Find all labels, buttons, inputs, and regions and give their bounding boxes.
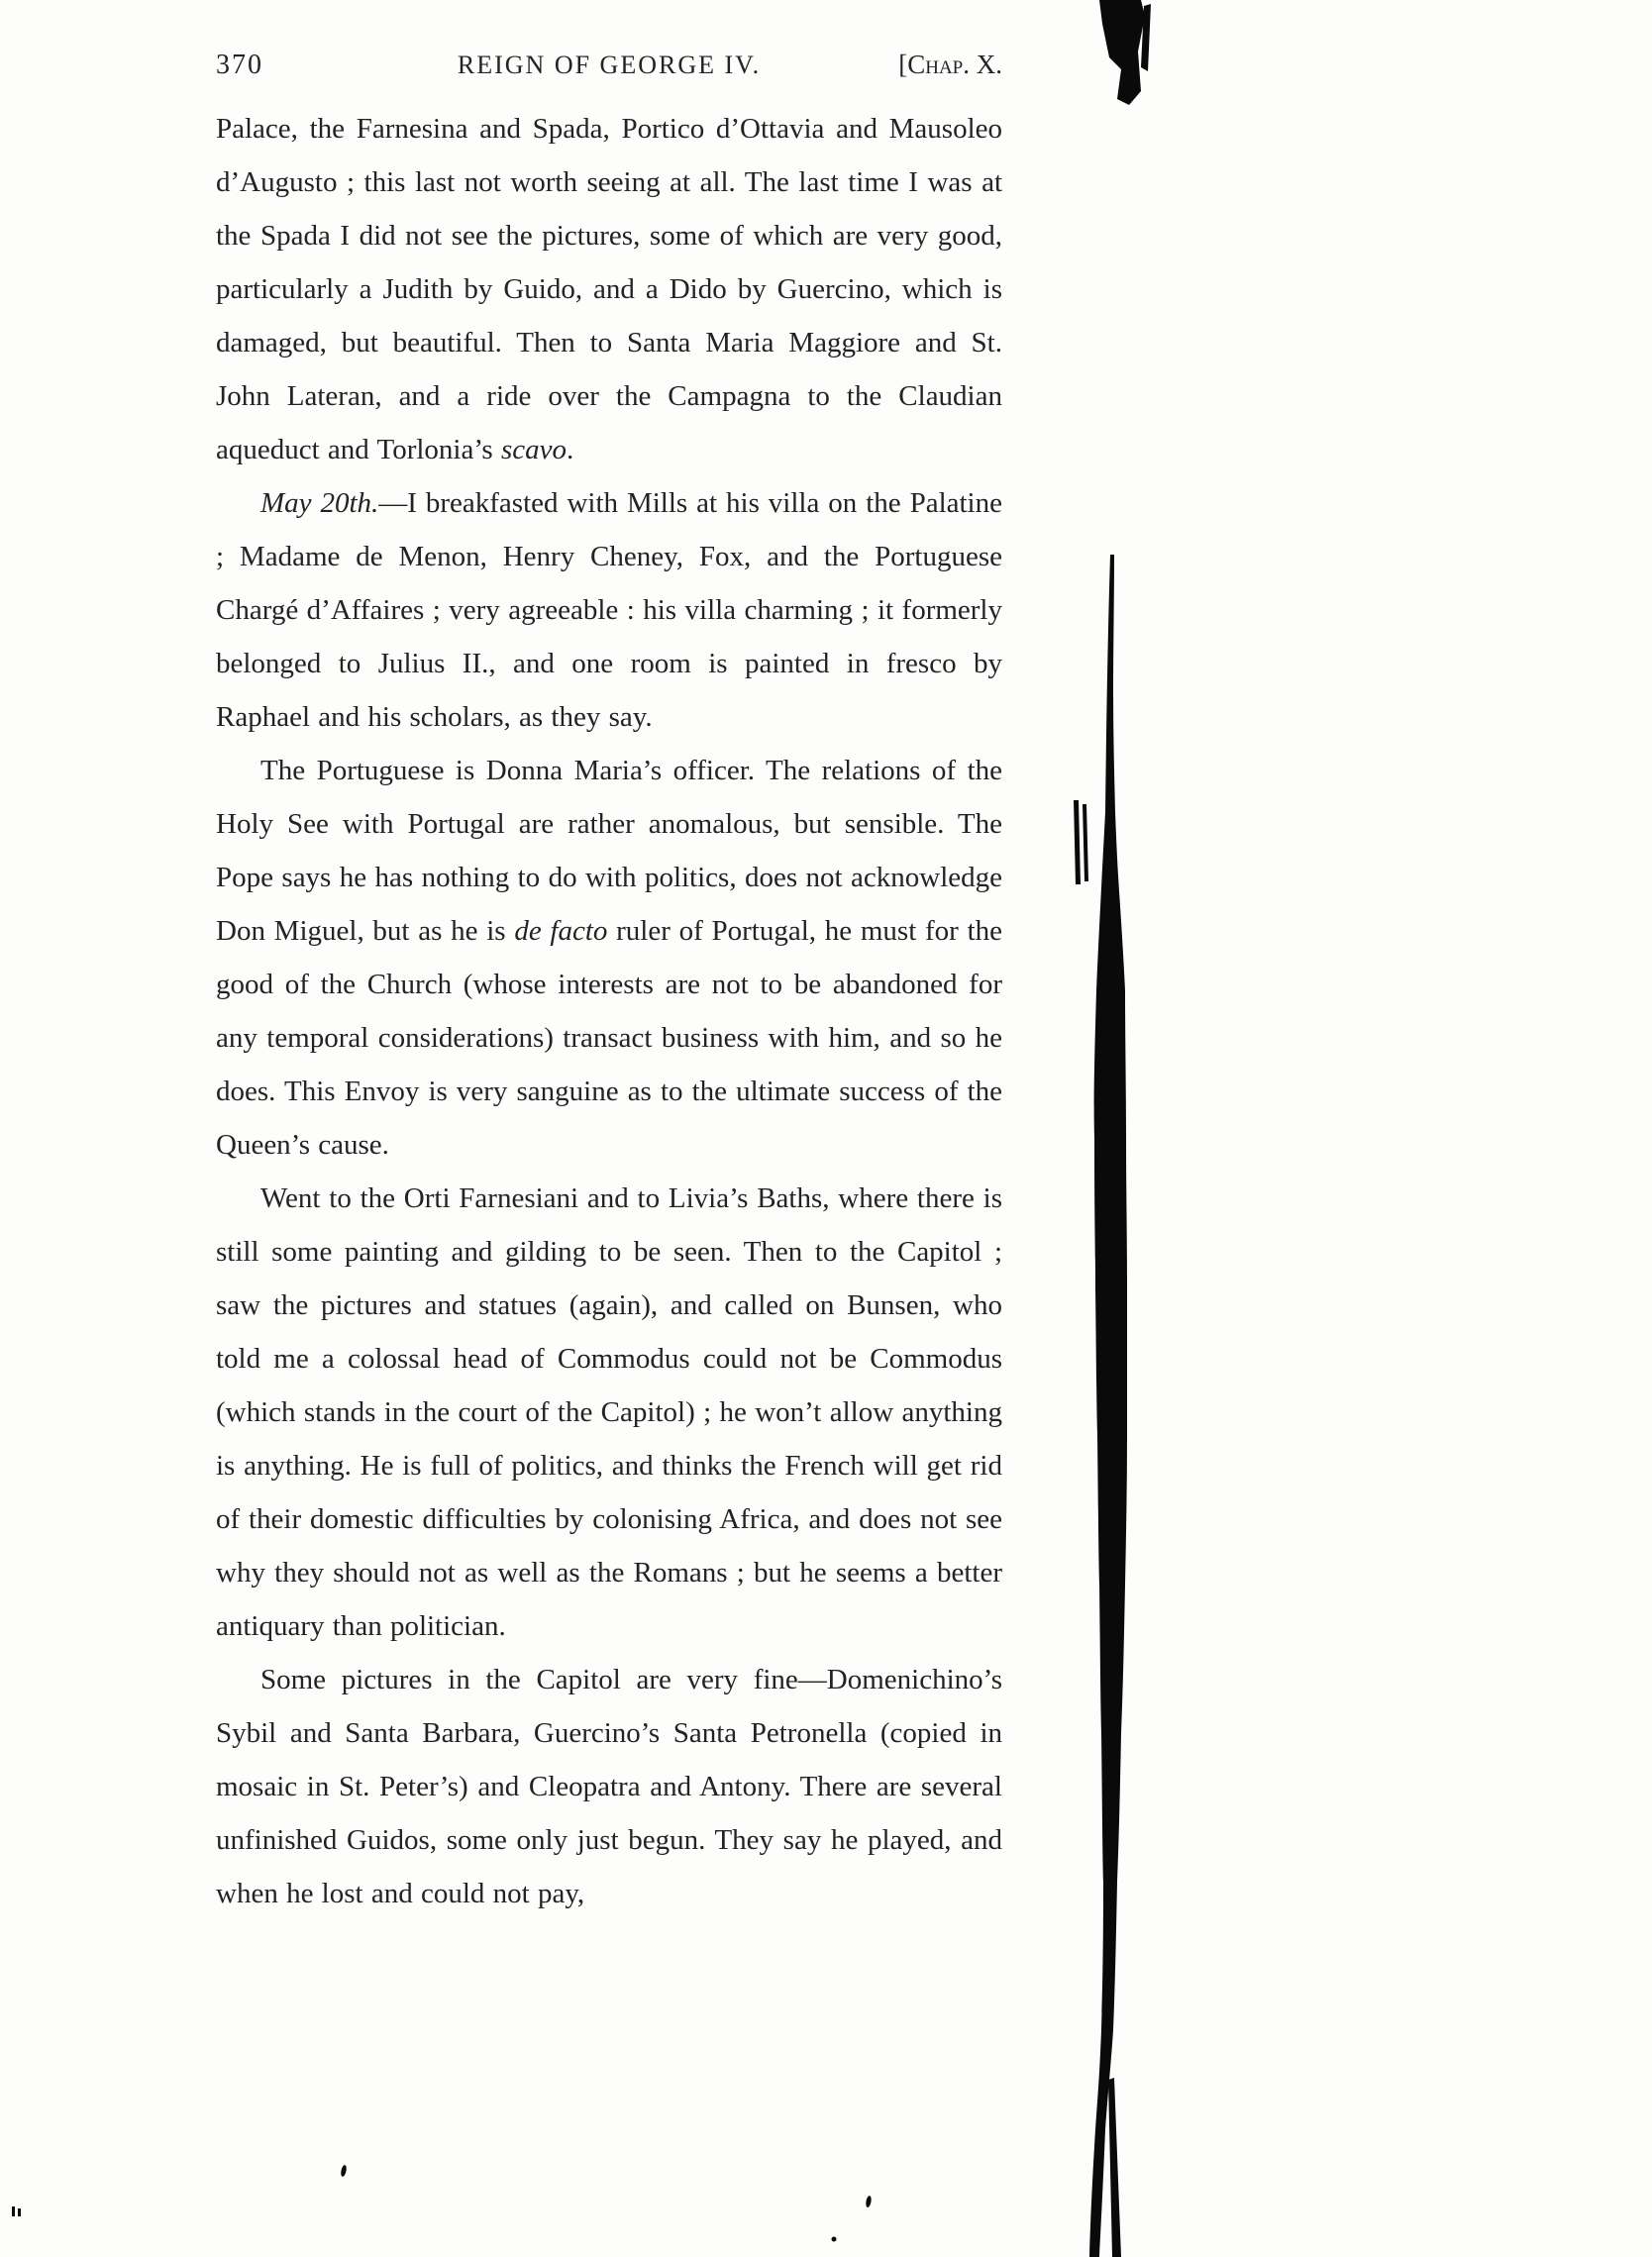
page-header [216,50,1002,81]
text-run: . [566,434,574,465]
paragraph [216,1653,1002,1920]
italic-text-run: de facto [514,915,608,947]
text-run: ruler of Portugal, he must for the good of the Church (whose interests are not to be abandoned for any temporal considerations) transact business with him, and so he does. This Envoy is very sanguine as to the ultimate success of the Queen’s cause. [216,915,1002,1161]
paragraph [216,476,1002,744]
running-title: REIGN OF GEORGE IV. [457,51,762,79]
paragraph [216,744,1002,1172]
text-run: —I breakfasted with Mills at his villa on the Palatine ; Madame de Menon, Henry Cheney, Fox, and the Portuguese Chargé d’Affaires ; very agreeable : his villa charming ; it formerly belonged to Julius II., and one room is painted in fresco by Raphael and his scholars, as they say. [216,487,1002,733]
italic-text-run: May 20th. [260,487,379,519]
text-run: Some pictures in the Capitol are very fine—Domenichino’s Sybil and Santa Barbara, Guercino’s Santa Petronella (copied in mosaic in St. Peter’s) and Cleopatra and Antony. There are several unfinished Guidos, some only just begun. They say he played, and when he lost and could not pay, [216,1664,1002,1909]
scan-speck-left-edge-2 [18,2208,21,2216]
text-run: Palace, the Farnesina and Spada, Portico d’Ottavia and Mausoleo d’Augusto ; this last not worth seeing at all. The last time I was at the Spada I did not see the pictures, some of which are very good, particularly a Judith by Guido, and a Dido by Guercino, which is damaged, but beautiful. Then to Santa Maria Maggiore and St. John Lateran, and a ride over the Campagna to the Claudian aqueduct and Torlonia’s [216,113,1002,465]
scan-streak-right [1089,555,1127,2257]
page-number: 370 [216,50,263,80]
scan-speck-apostrophe [865,2196,872,2208]
scan-speck-dot [832,2237,837,2242]
scan-streak-branch [1108,2078,1121,2257]
text-block [216,102,1002,1920]
text-run: Went to the Orti Farnesiani and to Livia’s Baths, where there is still some painting and gilding to be seen. Then to the Capitol ; saw the pictures and statues (again), and called on Bunsen, who told me a colossal head of Commodus could not be Commodus (which stands in the court of the Capitol) ; he won’t allow anything is anything. He is full of politics, and thinks the French will get rid of their domestic difficulties by colonising Africa, and does not see why they should not as well as the Romans ; but he seems a better antiquary than politician. [216,1182,1002,1642]
scan-blob-top-right [1099,0,1145,105]
text-run: The Portuguese is Donna Maria’s officer. The relations of the Holy See with Portugal are rather anomalous, but sensible. The Pope says he has nothing to do with politics, does not acknowledge Don Miguel, but as he is [216,755,1002,947]
scan-streak-top-right-thin [1141,4,1151,71]
paragraph [216,102,1002,476]
paragraph [216,1172,1002,1653]
scan-hairline-1 [1074,800,1081,884]
scan-speck-comma [340,2165,347,2178]
scan-speck-left-edge-1 [12,2206,15,2216]
scan-hairline-2 [1083,804,1088,881]
italic-text-run: scavo [500,434,567,465]
chapter-label: [Chap. X. [898,50,1002,79]
